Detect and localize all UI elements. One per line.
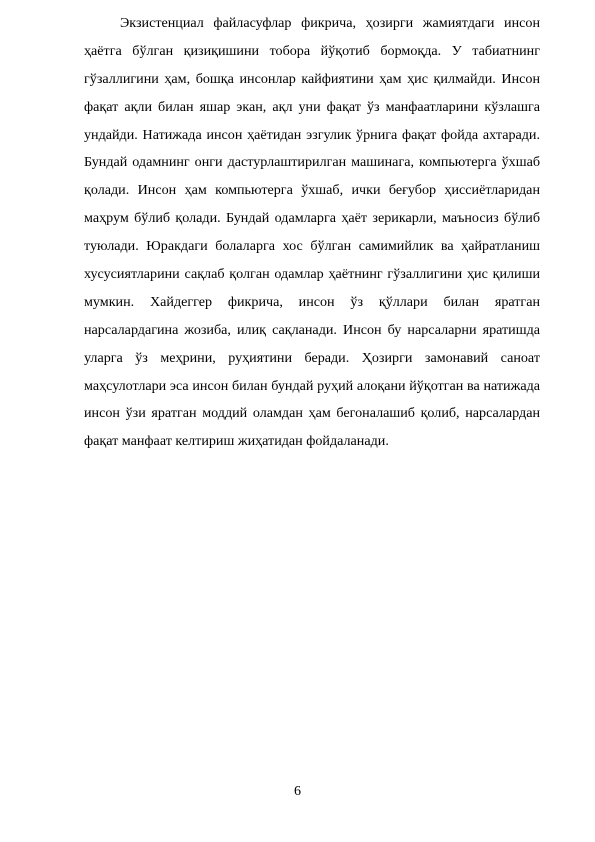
paragraph-line: қолади. Инсон ҳам компьютерга ўхшаб, ички беғубор ҳиссиётларидан — [84, 182, 540, 199]
paragraph-line: маҳрум бўлиб қолади. Бундай одамларга ҳаёт зерикарли, маъносиз бўлиб — [84, 210, 540, 227]
paragraph-line: маҳсулотлари эса инсон билан бундай руҳий алоқани йўқотган ва натижада — [84, 377, 540, 394]
paragraph-line: уларга ўз меҳрини, руҳиятини беради. Ҳозирги замонавий саноат — [84, 349, 540, 366]
paragraph-line: хусусиятларини сақлаб қолган одамлар ҳаётнинг гўзаллигини ҳис қилиши — [84, 266, 540, 283]
paragraph-line: нарсалардагина жозиба, илиқ сақланади. Инсон бу нарсаларни яратишда — [84, 321, 540, 338]
paragraph-line: туюлади. Юракдаги болаларга хос бўлган самимийлик ва ҳайратланиш — [84, 238, 540, 255]
paragraph-line: фақат манфаат келтириш жиҳатидан фойдаланади. — [84, 433, 389, 450]
paragraph-line: мумкин. Хайдеггер фикрича, инсон ўз қўллари билан яратган — [84, 293, 540, 310]
paragraph-line: ундайди. Натижада инсон ҳаётидан эзгулик ўрнига фақат фойда ахтаради. — [84, 126, 540, 143]
body-paragraph — [84, 10, 540, 456]
paragraph-line: ҳаётга бўлган қизиқишини тобора йўқотиб бормоқда. У табиатнинг — [84, 42, 540, 59]
page-number: 6 — [294, 784, 301, 799]
paragraph-line: Бундай одамнинг онги дастурлаштирилган машинага, компьютерга ўхшаб — [84, 154, 540, 171]
paragraph-line: Экзистенциал файласуфлар фикрича, ҳозирги жамиятдаги инсон — [120, 15, 540, 31]
paragraph-line: фақат ақли билан яшар экан, ақл уни фақат ўз манфаатларини кўзлашга — [84, 98, 540, 115]
paragraph-line: инсон ўзи яратган моддий оламдан ҳам бегоналашиб қолиб, нарсалардан — [84, 405, 540, 422]
paragraph-line: гўзаллигини ҳам, бошқа инсонлар кайфиятини ҳам ҳис қилмайди. Инсон — [84, 70, 540, 87]
